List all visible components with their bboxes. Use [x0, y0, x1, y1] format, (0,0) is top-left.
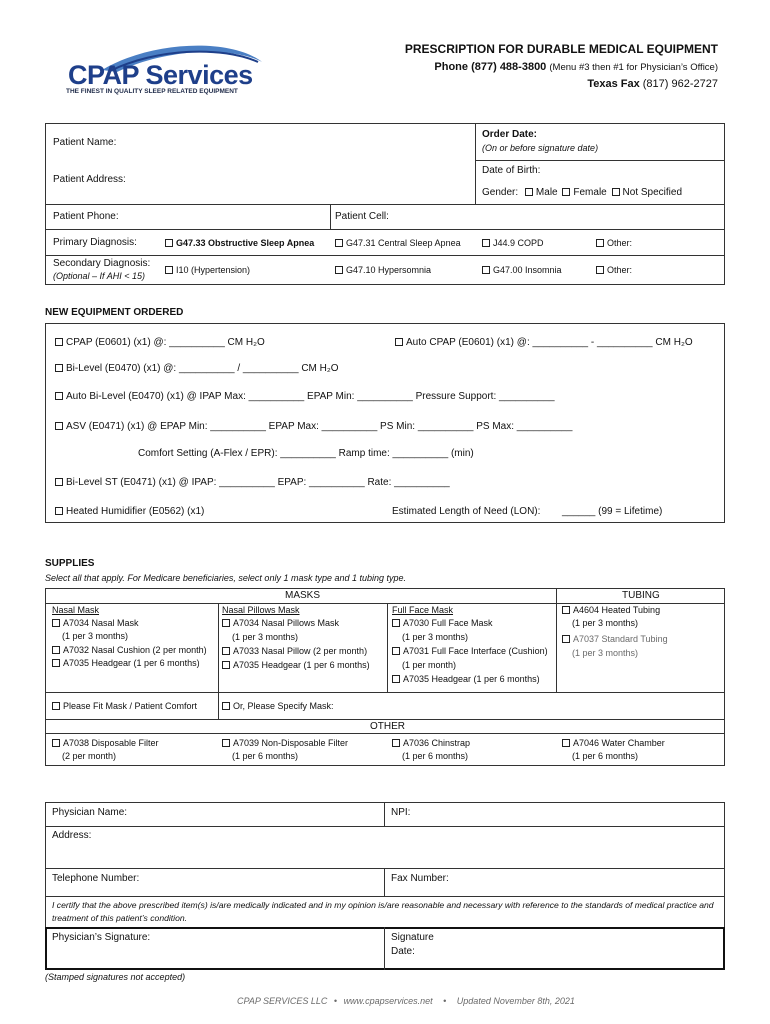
secondary-diagnosis-label: Secondary Diagnosis: — [53, 258, 151, 269]
full-face-cushion-freq: (1 per month) — [402, 660, 457, 670]
equipment-heading: NEW EQUIPMENT ORDERED — [45, 307, 184, 318]
signature-label: Signature — [391, 932, 434, 943]
order-date-note: (On or before signature date) — [482, 143, 599, 153]
footer: CPAP SERVICES LLC • www.cpapservices.net • Updated November 8th, 2021 — [237, 996, 575, 1006]
primary-other-option[interactable]: Other: — [596, 238, 632, 248]
logo-wordmark: CPAP Services — [68, 60, 253, 90]
nasal-pillows-item[interactable]: A7034 Nasal Pillows Mask — [222, 618, 339, 628]
nasal-cushion-item[interactable]: A7032 Nasal Cushion (2 per month) — [52, 645, 207, 655]
full-face-headgear-item[interactable]: A7035 Headgear (1 per 6 months) — [392, 674, 540, 684]
other-header: OTHER — [370, 721, 405, 732]
secondary-hypersomnia-option[interactable]: G47.10 Hypersomnia — [335, 265, 431, 275]
gender-label: Gender: — [482, 187, 519, 198]
standard-tubing-item[interactable]: A7037 Standard Tubing — [562, 634, 668, 644]
secondary-other-option[interactable]: Other: — [596, 265, 632, 275]
physician-fax-label: Fax Number: — [391, 873, 449, 884]
nasal-pillows-title: Nasal Pillows Mask — [222, 605, 300, 615]
nasal-mask-item[interactable]: A7034 Nasal Mask — [52, 618, 139, 628]
stamped-note: (Stamped signatures not accepted) — [45, 972, 186, 982]
nasal-pillow-item[interactable]: A7033 Nasal Pillow (2 per month) — [222, 646, 367, 656]
footer-website[interactable]: www.cpapservices.net — [343, 996, 433, 1006]
disposable-filter-freq: (2 per month) — [62, 751, 117, 761]
patient-cell-label: Patient Cell: — [335, 211, 389, 222]
comfort-setting[interactable]: Comfort Setting (A-Flex / EPR): __________ Ramp time: __________ (min) — [138, 448, 474, 459]
supplies-instructions: Select all that apply. For Medicare beneficiaries, select only 1 mask type and 1 tubing type. — [45, 573, 407, 583]
humidifier-option[interactable]: Heated Humidifier (E0562) (x1) — [55, 506, 204, 517]
water-chamber-item[interactable]: A7046 Water Chamber — [562, 738, 665, 748]
auto-cpap-option[interactable]: Auto CPAP (E0601) (x1) @: __________ - __________ CM H₂O — [395, 337, 693, 348]
patient-address-label: Patient Address: — [53, 174, 126, 185]
gender-male-checkbox[interactable] — [525, 188, 533, 196]
nasal-mask-freq: (1 per 3 months) — [62, 631, 129, 641]
gender-unspecified-checkbox[interactable] — [612, 188, 620, 196]
order-date-label: Order Date: — [482, 129, 538, 140]
primary-osa-option[interactable]: G47.33 Obstructive Sleep Apnea — [165, 238, 314, 248]
phone-note: (Menu #3 then #1 for Physician’s Office) — [549, 62, 718, 73]
logo-tagline: THE FINEST IN QUALITY SLEEP RELATED EQUIPMENT — [66, 88, 238, 95]
heated-tubing-item[interactable]: A4604 Heated Tubing — [562, 605, 660, 615]
secondary-hypertension-option[interactable]: I10 (Hypertension) — [165, 265, 250, 275]
masks-header: MASKS — [285, 590, 321, 601]
asv-option[interactable]: ASV (E0471) (x1) @ EPAP Min: __________ EPAP Max: __________ PS Min: __________ PS Max: __________ — [55, 421, 572, 432]
lon-field[interactable]: ______ (99 = Lifetime) — [562, 506, 663, 517]
date-label: Date: — [391, 946, 415, 957]
gender-row — [482, 187, 682, 198]
primary-csa-option[interactable]: G47.31 Central Sleep Apnea — [335, 238, 461, 248]
phone-line — [434, 61, 718, 73]
fax-number: (817) 962-2727 — [642, 78, 718, 90]
disposable-filter-item[interactable]: A7038 Disposable Filter — [52, 738, 159, 748]
phone-number: (877) 488-3800 — [471, 61, 547, 73]
physician-name-label: Physician Name: — [52, 807, 128, 818]
fax-label: Texas Fax — [587, 78, 640, 90]
npi-label: NPI: — [391, 807, 411, 818]
primary-diagnosis-label: Primary Diagnosis: — [53, 237, 137, 248]
lon-label: Estimated Length of Need (LON): — [392, 506, 541, 517]
form-title: PRESCRIPTION FOR DURABLE MEDICAL EQUIPMENT — [404, 42, 718, 56]
gender-female-label: Female — [573, 187, 607, 198]
full-face-title: Full Face Mask — [392, 605, 454, 615]
physician-address-label: Address: — [52, 830, 92, 841]
specify-mask-option[interactable]: Or, Please Specify Mask: — [222, 701, 334, 711]
nasal-pillows-freq: (1 per 3 months) — [232, 632, 299, 642]
physician-phone-label: Telephone Number: — [52, 873, 140, 884]
auto-bilevel-option[interactable]: Auto Bi-Level (E0470) (x1) @ IPAP Max: __________ EPAP Min: __________ Pressure Support: __________ — [55, 391, 555, 402]
pillows-headgear-item[interactable]: A7035 Headgear (1 per 6 months) — [222, 660, 370, 670]
chinstrap-item[interactable]: A7036 Chinstrap — [392, 738, 470, 748]
gender-unspecified-label: Not Specified — [622, 187, 683, 198]
bilevel-option[interactable]: Bi-Level (E0470) (x1) @: __________ / __________ CM H₂O — [55, 363, 339, 374]
patient-name-label: Patient Name: — [53, 137, 117, 148]
company-logo — [62, 40, 272, 100]
standard-tubing-freq: (1 per 3 months) — [572, 648, 639, 658]
primary-copd-option[interactable]: J44.9 COPD — [482, 238, 544, 248]
secondary-diagnosis-note: (Optional – If AHI < 15) — [53, 271, 145, 281]
gender-female-checkbox[interactable] — [562, 188, 570, 196]
tubing-header: TUBING — [622, 590, 660, 601]
heated-tubing-freq: (1 per 3 months) — [572, 618, 639, 628]
dob-label: Date of Birth: — [482, 165, 541, 176]
bilevel-st-option[interactable]: Bi-Level ST (E0471) (x1) @ IPAP: __________ EPAP: __________ Rate: __________ — [55, 477, 450, 488]
fit-mask-option[interactable]: Please Fit Mask / Patient Comfort — [52, 701, 197, 711]
supplies-heading: SUPPLIES — [45, 558, 95, 569]
nasal-headgear-item[interactable]: A7035 Headgear (1 per 6 months) — [52, 658, 200, 668]
physician-signature-label: Physician’s Signature: — [52, 932, 151, 943]
non-disposable-filter-item[interactable]: A7039 Non-Disposable Filter — [222, 738, 348, 748]
non-disposable-filter-freq: (1 per 6 months) — [232, 751, 299, 761]
footer-updated: Updated November 8th, 2021 — [456, 996, 575, 1006]
cpap-option[interactable]: CPAP (E0601) (x1) @: __________ CM H₂O — [55, 337, 265, 348]
fax-line — [587, 78, 718, 90]
phone-label: Phone — [434, 61, 469, 73]
nasal-mask-title: Nasal Mask — [52, 605, 100, 615]
patient-phone-label: Patient Phone: — [53, 211, 119, 222]
full-face-cushion-item[interactable]: A7031 Full Face Interface (Cushion) — [392, 646, 548, 656]
secondary-insomnia-option[interactable]: G47.00 Insomnia — [482, 265, 562, 275]
full-face-freq: (1 per 3 months) — [402, 632, 469, 642]
footer-company: CPAP SERVICES LLC — [237, 996, 328, 1006]
full-face-item[interactable]: A7030 Full Face Mask — [392, 618, 493, 628]
certification-statement: I certify that the above prescribed item(s) is/are medically indicated and in my opinion is/are reasonable and necessary with reference to the standards of medical practice and treatment of this patient’s condition. — [52, 900, 714, 923]
water-chamber-freq: (1 per 6 months) — [572, 751, 639, 761]
gender-male-label: Male — [535, 187, 558, 198]
chinstrap-freq: (1 per 6 months) — [402, 751, 469, 761]
